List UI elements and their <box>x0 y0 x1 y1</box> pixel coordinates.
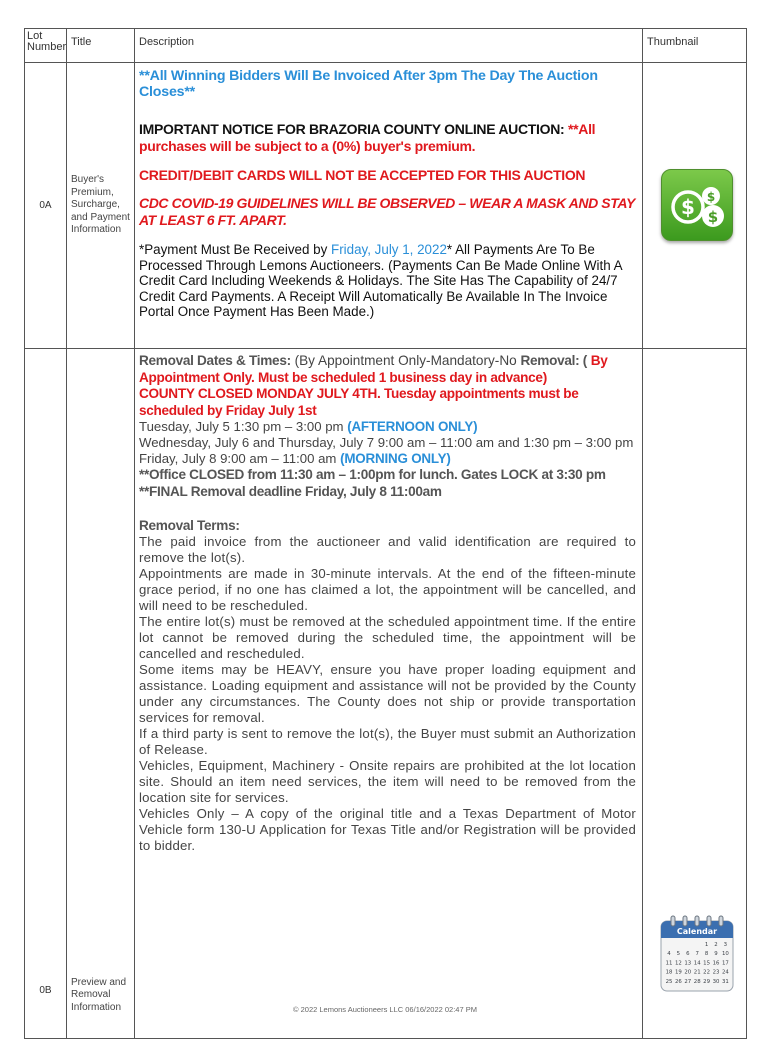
thumbnail-cell <box>643 63 747 349</box>
list-item: The paid invoice from the auctioneer and valid identification are required to remove the lot(s). <box>139 534 636 565</box>
calendar-day: 26 <box>674 978 682 985</box>
removal-dates <box>139 353 636 386</box>
table-row <box>25 349 747 1039</box>
friday-time: Friday, July 8 9:00 am – 11:00 am <box>139 451 341 466</box>
lot-number-cell: 0A <box>25 63 67 349</box>
calendar-day: 25 <box>665 978 673 985</box>
header-title: Title <box>67 29 135 63</box>
calendar-day: 14 <box>693 960 701 967</box>
county-closed: COUNTY CLOSED MONDAY JULY 4TH. Tuesday appointments must be scheduled by Friday July 1st <box>139 386 579 418</box>
calendar-day: 4 <box>667 951 671 958</box>
payment-text-post: * All Payments Are To Be Processed Through Lemons Auctioneers. (Payments Can Be Made Online With A Credit Card Including Weekends & Holidays. The Site Has The Capability of 24/7 Credit Card Payments. A Receipt Will Automatically Be Available In The Invoice Portal Once Payment Has Been Made.) <box>139 242 622 319</box>
calendar-day: 29 <box>703 978 711 985</box>
covid-notice: CDC COVID-19 GUIDELINES WILL BE OBSERVED – WEAR A MASK AND STAY AT LEAST 6 FT. APART. <box>139 195 635 228</box>
header-row <box>25 29 747 63</box>
list-item: If a third party is sent to remove the lot(s), the Buyer must submit an Authorization of Release. <box>139 726 636 757</box>
payment-text-pre: *Payment Must Be Received by <box>139 242 332 257</box>
payment-info <box>139 242 636 320</box>
list-item: Appointments are made in 30-minute intervals. At the end of the fifteen-minute grace period, if no one has claimed a lot, the appointment will be cancelled, and will need to be rescheduled. <box>139 566 636 613</box>
header-lot-number: Lot Number <box>25 29 67 63</box>
removal-heading: Removal Dates & Times: <box>139 353 291 368</box>
svg-text:$: $ <box>706 190 716 204</box>
calendar-day: 18 <box>665 969 673 976</box>
lot-number-cell: 0B <box>25 349 67 1039</box>
invoice-notice: **All Winning Bidders Will Be Invoiced After 3pm The Day The Auction Closes** <box>139 68 598 100</box>
list-item: Vehicles, Equipment, Machinery - Onsite repairs are prohibited at the lot location site. Should an item need services, the item will need to be removed from the location site for services. <box>139 758 636 805</box>
header-description: Description <box>135 29 643 63</box>
calendar-day: 1 <box>704 942 709 948</box>
tuesday-time: Tuesday, July 5 1:30 pm – 3:00 pm <box>139 419 348 434</box>
lot-description-cell <box>135 349 643 1039</box>
calendar-day: 30 <box>712 978 720 985</box>
calendar-day: 27 <box>684 978 692 985</box>
calendar-day: 19 <box>674 969 682 976</box>
calendar-day: 21 <box>693 969 701 976</box>
office-closed: **Office CLOSED from 11:30 am – 1:00pm for lunch. Gates LOCK at 3:30 pm <box>139 467 606 482</box>
calendar-day: 24 <box>721 969 729 976</box>
calendar-label: Calendar <box>676 927 718 936</box>
calendar-day: 23 <box>712 969 720 976</box>
removal-by-appt: (By Appointment Only-Mandatory-No <box>290 353 521 368</box>
footer-copyright: © 2022 Lemons Auctioneers LLC 06/16/2022 02:47 PM <box>293 1005 477 1014</box>
calendar-day: 20 <box>684 969 692 976</box>
final-removal: **FINAL Removal deadline Friday, July 8 11:00am <box>139 483 442 499</box>
morning-only: (MORNING ONLY) <box>340 451 451 466</box>
premium-notice: **All purchases will be subject to a (0%) buyer's premium. <box>139 121 596 154</box>
list-item: Some items may be HEAVY, ensure you have proper loading equipment and assistance. Loading equipment and assistance will not be provided by the County under any circumstances. The County does not ship or provide transportation services for removal. <box>139 662 636 725</box>
header-thumbnail: Thumbnail <box>643 29 747 63</box>
terms-heading: Removal Terms: <box>139 518 240 533</box>
removal-scheduling: By Appointment Only. Must be scheduled 1 business day in advance) <box>139 353 608 385</box>
important-notice-label: IMPORTANT NOTICE FOR BRAZORIA COUNTY ONLINE AUCTION: <box>139 121 568 137</box>
list-item: The entire lot(s) must be removed at the scheduled appointment time. If the entire lot cannot be removed during the scheduled time, the appointment will be cancelled and rescheduled. <box>139 614 636 661</box>
calendar-day: 9 <box>714 951 718 958</box>
calendar-day: 11 <box>665 960 673 967</box>
lot-title-cell: Buyer's Premium, Surcharge, and Payment Information <box>67 63 135 349</box>
thumbnail-cell <box>643 349 747 1039</box>
friday-slot <box>139 451 636 467</box>
calendar-day: 12 <box>674 960 682 967</box>
calendar-day: 5 <box>676 951 681 958</box>
calendar-day: 7 <box>695 951 699 958</box>
list-item: Vehicles Only – A copy of the original title and a Texas Department of Motor Vehicle form 130-U Application for Texas Title and/or Registration will be provided to bidder. <box>139 806 636 853</box>
cards-notice: CREDIT/DEBIT CARDS WILL NOT BE ACCEPTED FOR THIS AUCTION <box>139 167 586 183</box>
calendar-day: 17 <box>721 960 729 967</box>
calendar-day: 6 <box>686 951 690 958</box>
svg-text:$: $ <box>707 208 719 226</box>
wed-thu-slot: Wednesday, July 6 and Thursday, July 7 9:00 am – 11:00 am and 1:30 pm – 3:00 pm <box>139 435 634 450</box>
lots-table <box>24 28 747 1039</box>
tuesday-slot <box>139 419 636 435</box>
calendar-day: 3 <box>723 942 728 948</box>
payment-date: Friday, July 1, 2022 <box>331 242 447 257</box>
calendar-day: 10 <box>721 951 729 958</box>
calendar-day: 28 <box>693 978 701 985</box>
lot-description-cell <box>135 63 643 349</box>
lot-title-cell: Preview and Removal Information <box>67 349 135 1039</box>
important-notice <box>139 121 636 155</box>
calendar-day: 2 <box>714 942 718 948</box>
calendar-day: 16 <box>712 960 720 967</box>
calendar-day: 8 <box>704 951 709 958</box>
calendar-day: 15 <box>703 960 711 967</box>
table-row <box>25 63 747 349</box>
afternoon-only: (AFTERNOON ONLY) <box>347 419 478 434</box>
money-icon <box>661 169 733 241</box>
calendar-day: 22 <box>703 969 711 976</box>
calendar-day: 13 <box>684 960 692 967</box>
svg-text:$: $ <box>681 195 695 219</box>
terms-list <box>139 534 636 854</box>
calendar-icon <box>659 915 735 993</box>
calendar-day: 31 <box>721 978 729 985</box>
removal-word: Removal: ( <box>520 353 587 368</box>
